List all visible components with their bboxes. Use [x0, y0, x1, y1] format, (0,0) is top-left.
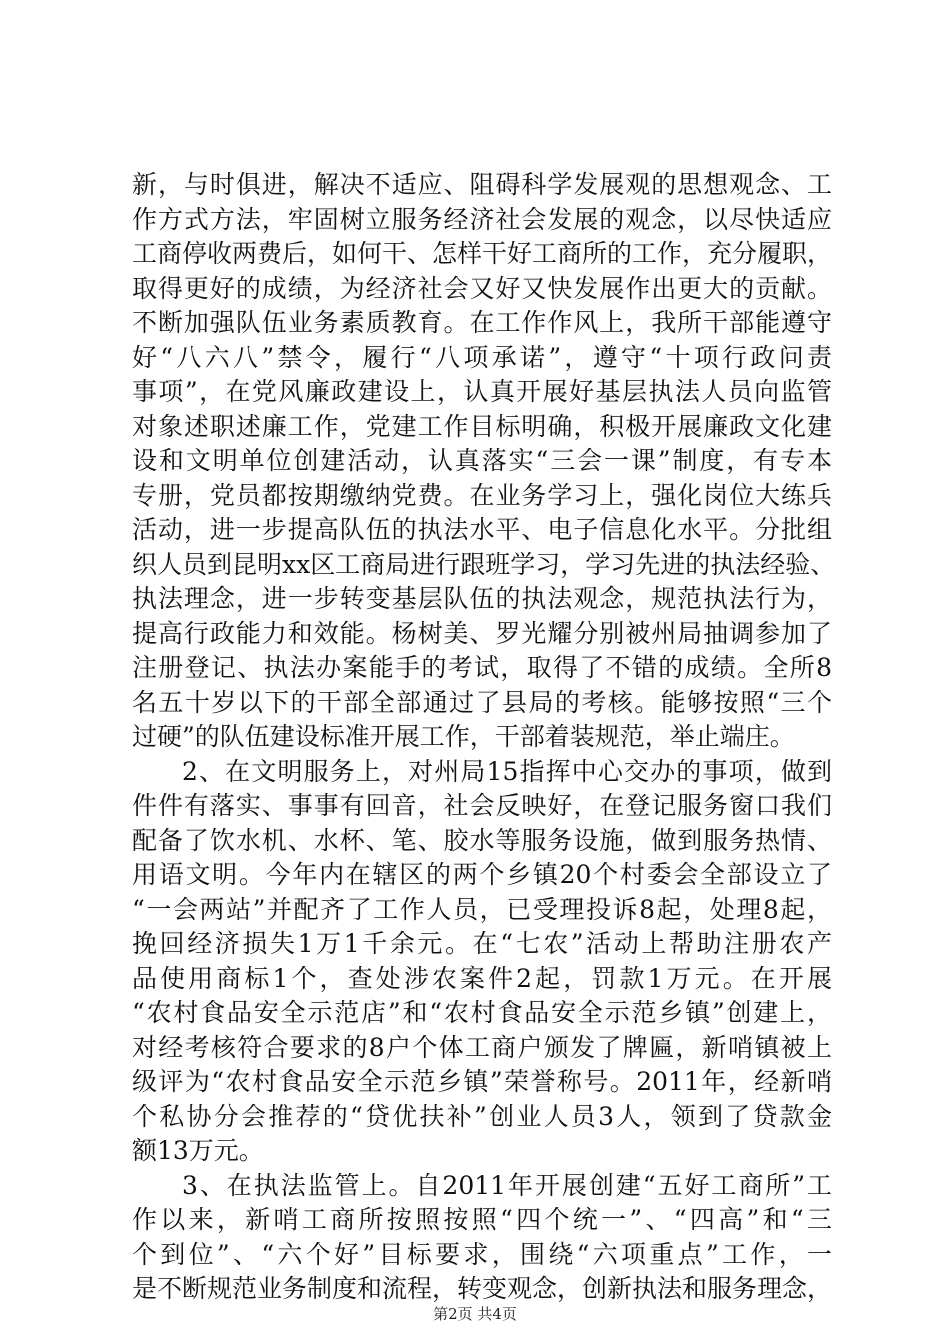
text-line: 个到位”、“六个好”目标要求，围绕“六项重点”工作，一	[132, 1239, 832, 1269]
text-line: 织人员到昆明xx区工商局进行跟班学习，学习先进的执法经验、	[132, 549, 836, 579]
text-line: 设和文明单位创建活动，认真落实“三会一课”制度，有专本	[132, 446, 832, 475]
text-line: 注册登记、执法办案能手的考试，取得了不错的成绩。全所8	[132, 653, 832, 682]
text-line: 对经考核符合要求的8户个体工商户颁发了牌匾，新哨镇被上	[132, 1032, 832, 1062]
text-line: 用语文明。今年内在辖区的两个乡镇20个村委会全部设立了	[132, 860, 832, 889]
text-line: 作以来，新哨工商所按照按照“四个统一”、“四高”和“三	[132, 1205, 832, 1234]
text-line: 取得更好的成绩，为经济社会又好又快发展作出更大的贡献。	[132, 273, 832, 303]
text-line: 执法理念，进一步转变基层队伍的执法观念，规范执法行为，	[132, 584, 832, 613]
text-line: 额13万元。	[132, 1136, 264, 1165]
text-line: 对象述职述廉工作，党建工作目标明确，积极开展廉政文化建	[132, 411, 832, 441]
text-line: 事项”，在党风廉政建设上，认真开展好基层执法人员向监管	[132, 377, 832, 406]
text-line: 工商停收两费后，如何干、怎样干好工商所的工作，充分履职，	[132, 239, 833, 268]
text-line: 配备了饮水机、水杯、笔、胶水等服务设施，做到服务热情、	[132, 825, 832, 855]
text-line: “一会两站”并配齐了工作人员，已受理投诉8起，处理8起，	[132, 894, 832, 924]
page-number-footer: 第2页 共4页	[433, 1305, 517, 1323]
text-line: 挽回经济损失1万1千余元。在“七农”活动上帮助注册农产	[132, 929, 832, 958]
text-line: 作方式方法，牢固树立服务经济社会发展的观念，以尽快适应	[132, 204, 832, 234]
text-line: 名五十岁以下的干部全部通过了县局的考核。能够按照“三个	[132, 687, 832, 717]
text-line: “农村食品安全示范店”和“农村食品安全示范乡镇”创建上，	[132, 998, 832, 1027]
text-line: 活动，进一步提高队伍的执法水平、电子信息化水平。分批组	[132, 515, 832, 544]
text-line: 个私协分会推荐的“贷优扶补”创业人员3人，领到了贷款金	[132, 1101, 832, 1131]
text-line: 过硬”的队伍建设标准开展工作，干部着装规范，举止端庄。	[132, 722, 795, 751]
text-line: 好“八六八”禁令，履行“八项承诺”，遵守“十项行政问责	[132, 342, 832, 372]
body-text	[132, 168, 836, 1307]
text-line: 专册，党员都按期缴纳党费。在业务学习上，强化岗位大练兵	[132, 480, 832, 510]
text-line: 2、在文明服务上，对州局15指挥中心交办的事项，做到	[182, 756, 832, 786]
text-line: 3、在执法监管上。自2011年开展创建“五好工商所”工	[182, 1170, 832, 1200]
text-line: 不断加强队伍业务素质教育。在工作作风上，我所干部能遵守	[132, 308, 832, 337]
text-line: 提高行政能力和效能。杨树美、罗光耀分别被州局抽调参加了	[132, 618, 832, 648]
text-line: 品使用商标1个，查处涉农案件2起，罚款1万元。在开展	[132, 963, 832, 993]
text-line: 件件有落实、事事有回音，社会反映好，在登记服务窗口我们	[132, 791, 832, 820]
text-line: 级评为“农村食品安全示范乡镇”荣誉称号。2011年，经新哨	[132, 1067, 832, 1096]
text-line: 新，与时俱进，解决不适应、阻碍科学发展观的思想观念、工	[132, 170, 832, 199]
text-line: 是不断规范业务制度和流程，转变观念，创新执法和服务理念，	[132, 1274, 833, 1303]
